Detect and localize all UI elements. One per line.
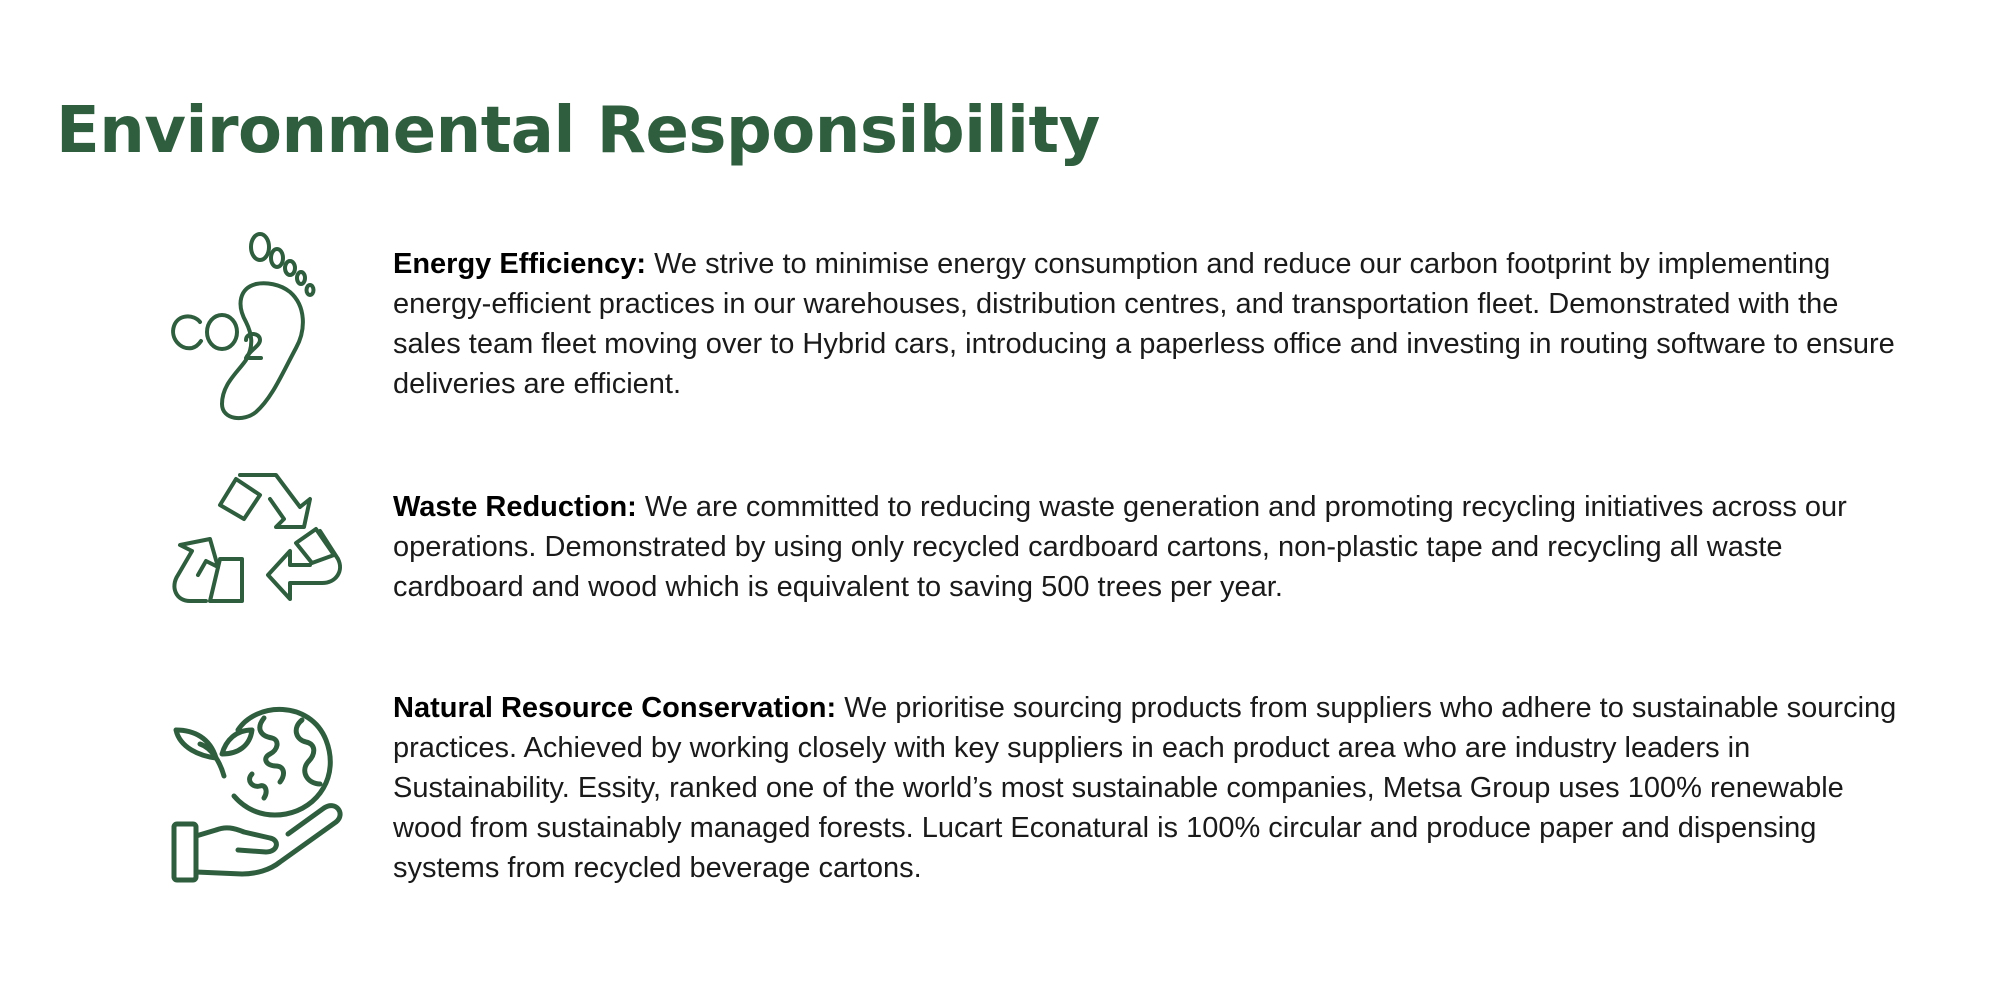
natural-resource-heading: Natural Resource Conservation: bbox=[393, 692, 837, 724]
energy-efficiency-text bbox=[393, 244, 1913, 404]
natural-resource-body: We prioritise sourcing products from suppliers who adhere to sustainable sourcing practices. Achieved by working closely with key suppliers in each product area who are industry leaders in Sustainability. Essity, ranked one of the world’s most sustainable companies, Metsa Group uses 100% renewable wood from sustainably managed forests. Lucart Econatural is 100% circular and produce paper and dispensing systems from recycled beverage cartons. bbox=[393, 692, 1897, 884]
page-title: Environmental Responsibility bbox=[56, 94, 1100, 168]
energy-efficiency-body: We strive to minimise energy consumption and reduce our carbon footprint by implementing energy-efficient practices in our warehouses, distribution centres, and transportation fleet. Demonstrated with the sales team fleet moving over to Hybrid cars, introducing a paperless office and investing in routing software to ensure deliveries are efficient. bbox=[393, 248, 1895, 400]
co2-footprint-icon bbox=[160, 222, 360, 422]
recycle-icon bbox=[160, 455, 360, 655]
natural-resource-text bbox=[393, 688, 1913, 888]
waste-reduction-heading: Waste Reduction: bbox=[393, 491, 637, 523]
energy-efficiency-heading: Energy Efficiency: bbox=[393, 248, 647, 280]
waste-reduction-text bbox=[393, 487, 1913, 607]
waste-reduction-body: We are committed to reducing waste generation and promoting recycling initiatives across our operations. Demonstrated by using only recycled cardboard cartons, non-plastic tape and recycling all waste cardboard and wood which is equivalent to saving 500 trees per year. bbox=[393, 491, 1847, 603]
globe-in-hand-icon bbox=[160, 692, 360, 892]
